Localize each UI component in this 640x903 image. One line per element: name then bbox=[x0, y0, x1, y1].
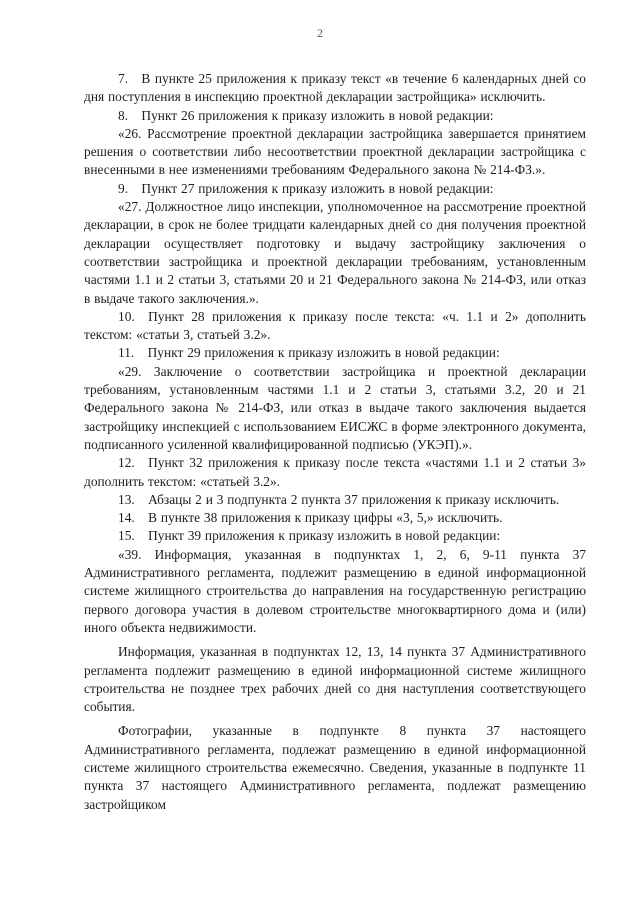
paragraph-item-12: 12. Пункт 32 приложения к приказу после текста «частями 1.1 и 2 статьи 3» дополнить текстом: «статьей 3.2». bbox=[84, 455, 586, 489]
page-number: 2 bbox=[317, 26, 323, 40]
paragraph-item-13: 13. Абзацы 2 и 3 подпункта 2 пункта 37 приложения к приказу исключить. bbox=[118, 491, 560, 507]
paragraph-quote-39: «39. Информация, указанная в подпунктах 1, 2, 6, 9-11 пункта 37 Административного регламента, подлежит размещению в единой информационной системе жилищного строительства до направления на государственную регистрацию первого договора участия в долевом строительстве многоквартирного дома и (или) иного объекта недвижимости. bbox=[84, 546, 586, 635]
paragraph-quote-26: «26. Рассмотрение проектной декларации застройщика завершается принятием решения о соответствии либо несоответствии проектной декларации застройщика с внесенными в нее изменениями требованиям Федерального закона № 214-ФЗ.». bbox=[84, 125, 586, 178]
paragraph-item-8: 8. Пункт 26 приложения к приказу изложить в новой редакции: bbox=[118, 107, 494, 123]
paragraph-item-15: 15. Пункт 39 приложения к приказу изложить в новой редакции: bbox=[118, 528, 501, 544]
paragraph-quote-27: «27. Должностное лицо инспекции, уполномоченное на рассмотрение проектной декларации, в срок не более тридцати календарных дней со дня получения проектной декларации осуществляет подготовку и выдачу застройщику заключения о соответствии застройщика и проектной декларации требованиям, установленным частями 1.1 и 2 статьи 3, статьями 20 и 21 Федерального закона № 214-ФЗ, или отказ в выдаче такого заключения.». bbox=[84, 199, 586, 306]
paragraph-item-7: 7. В пункте 25 приложения к приказу текст «в течение 6 календарных дней со дня поступления в инспекцию проектной декларации застройщика» исключить. bbox=[84, 71, 586, 105]
paragraph-photos: Фотографии, указанные в подпункте 8 пункта 37 настоящего Административного регламента, подлежат размещению в единой информационной системе жилищного строительства ежемесячно. Сведения, указанные в подпункте 11 пункта 37 настоящего Административного регламента, подлежат размещению застройщиком bbox=[84, 723, 586, 812]
paragraph-information: Информация, указанная в подпунктах 12, 13, 14 пункта 37 Административного регламента подлежит размещению в единой информационной системе жилищного строительства не позднее трех рабочих дней со дня наступления соответствующего события. bbox=[84, 644, 586, 715]
paragraph-item-9: 9. Пункт 27 приложения к приказу изложить в новой редакции: bbox=[118, 180, 494, 196]
paragraph-item-10: 10. Пункт 28 приложения к приказу после текста: «ч. 1.1 и 2» дополнить текстом: «статьи 3, статьей 3.2». bbox=[84, 308, 586, 343]
paragraph-item-11: 11. Пункт 29 приложения к приказу изложить в новой редакции: bbox=[118, 345, 500, 361]
paragraph-item-14: 14. В пункте 38 приложения к приказу цифры «3, 5,» исключить. bbox=[118, 510, 503, 526]
paragraph-quote-29: «29. Заключение о соответствии застройщика и проектной декларации требованиям, установленным частями 1.1 и 2 статьи 3, статьями 3.2, 20 и 21 Федерального закона № 214-ФЗ, или отказ в выдаче такого заключения выдается застройщику инспекцией с использованием ЕИСЖС в форме электронного документа, подписанного усиленной квалифицированной подписью (УКЭП).». bbox=[84, 363, 586, 452]
